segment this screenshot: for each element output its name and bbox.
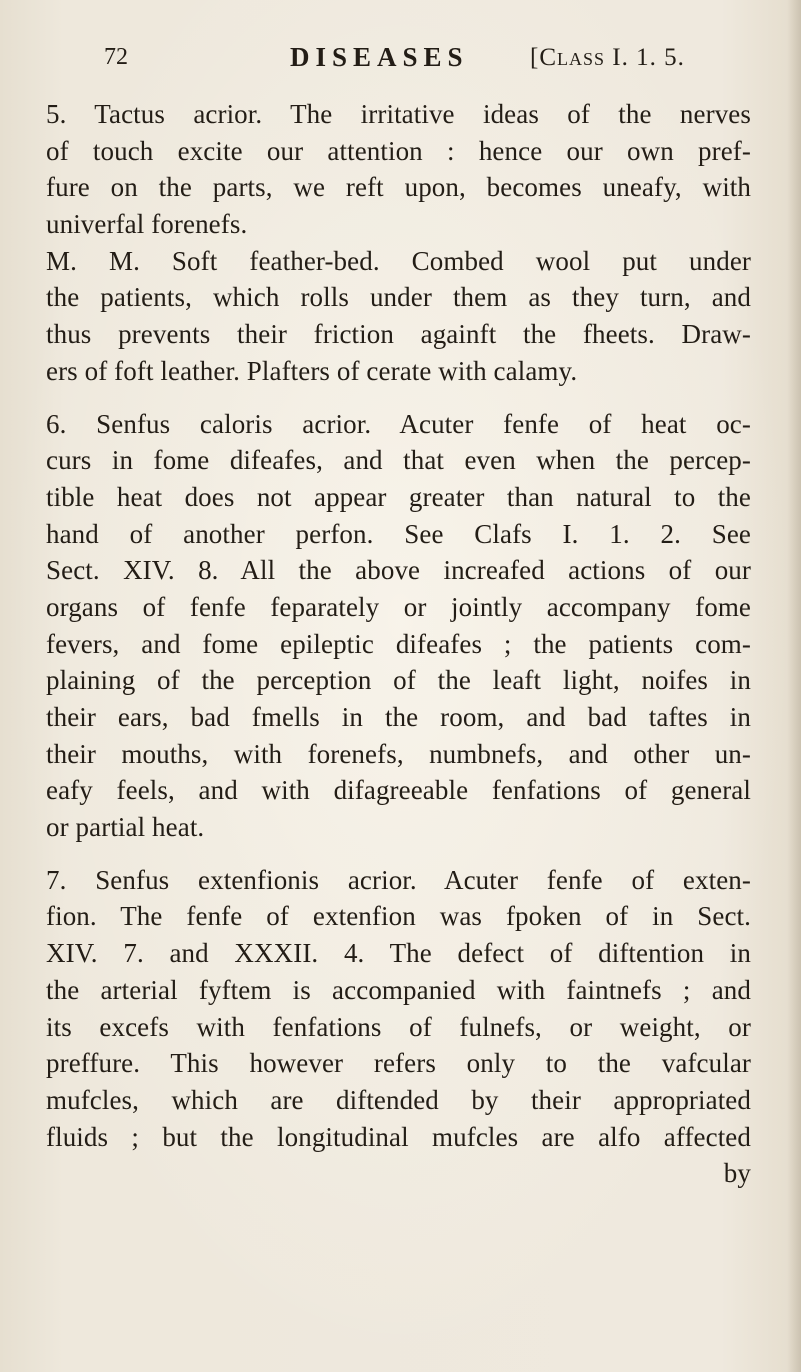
text-line: eafy feels, and with difagreeable fenfations of general [46,775,751,806]
text-line: univerfal forenefs. [46,209,248,240]
paragraph-gap [46,390,751,406]
text-line: or partial heat. [46,812,205,843]
text-line: its excefs with fenfations of fulnefs, or weight, or [46,1011,751,1042]
text-line: ers of foft leather. Plafters of cerate with calamy. [46,355,578,386]
text-line: of touch excite our attention : hence our own pref- [46,135,751,166]
text-line: their ears, bad fmells in the room, and bad taftes in [46,702,751,732]
text-line: the patients, which rolls under them as they turn, and [46,282,751,313]
catchword: by [723,1158,751,1189]
paragraph-gap [46,846,751,862]
text-line: 6. Senfus caloris acrior. Acuter fenfe of heat oc- [46,408,751,439]
class-reference: [Class I. 1. 5. [530,44,685,71]
text-line: 5. Tactus acrior. The irritative ideas of the nerves [46,99,751,129]
running-title: DISEASES [290,42,469,72]
text-line: curs in fome difeafes, and that even when the percep- [46,445,751,476]
text-line: hand of another perfon. See Clafs I. 1. 2. See [46,518,751,549]
text-line: thus prevents their friction againft the fheets. Draw- [46,319,751,350]
text-line: preffure. This however refers only to the vafcular [46,1048,751,1079]
text-line: the arterial fyftem is accompanied with faintnefs ; and [46,974,751,1005]
text-line: fion. The fenfe of extenfion was fpoken of in Sect. [46,901,751,932]
text-line: tible heat does not appear greater than natural to the [46,481,751,512]
text-line: fevers, and fome epileptic difeafes ; the patients com- [46,628,751,659]
text-line: organs of fenfe feparately or jointly accompany fome [46,591,751,622]
body-text [46,96,751,1192]
page-header [100,40,740,84]
text-line: XIV. 7. and XXXII. 4. The defect of diftention in [46,938,751,969]
text-line: mufcles, which are diftended by their appropriated [46,1084,751,1115]
text-line: plaining of the perception of the leaft light, noifes in [46,665,751,696]
page-gutter-shadow [787,0,801,1372]
text-line: their mouths, with forenefs, numbnefs, and other un- [46,738,751,769]
page-number: 72 [104,44,128,70]
text-line: Sect. XIV. 8. All the above increafed actions of our [46,555,751,586]
text-line: fure on the parts, we reft upon, becomes uneafy, with [46,172,751,203]
text-line: fluids ; but the longitudinal mufcles are alfo affected [46,1121,751,1152]
text-line: M. M. Soft feather-bed. Combed wool put under [46,245,751,276]
text-line: 7. Senfus extenfionis acrior. Acuter fenfe of exten- [46,864,751,895]
